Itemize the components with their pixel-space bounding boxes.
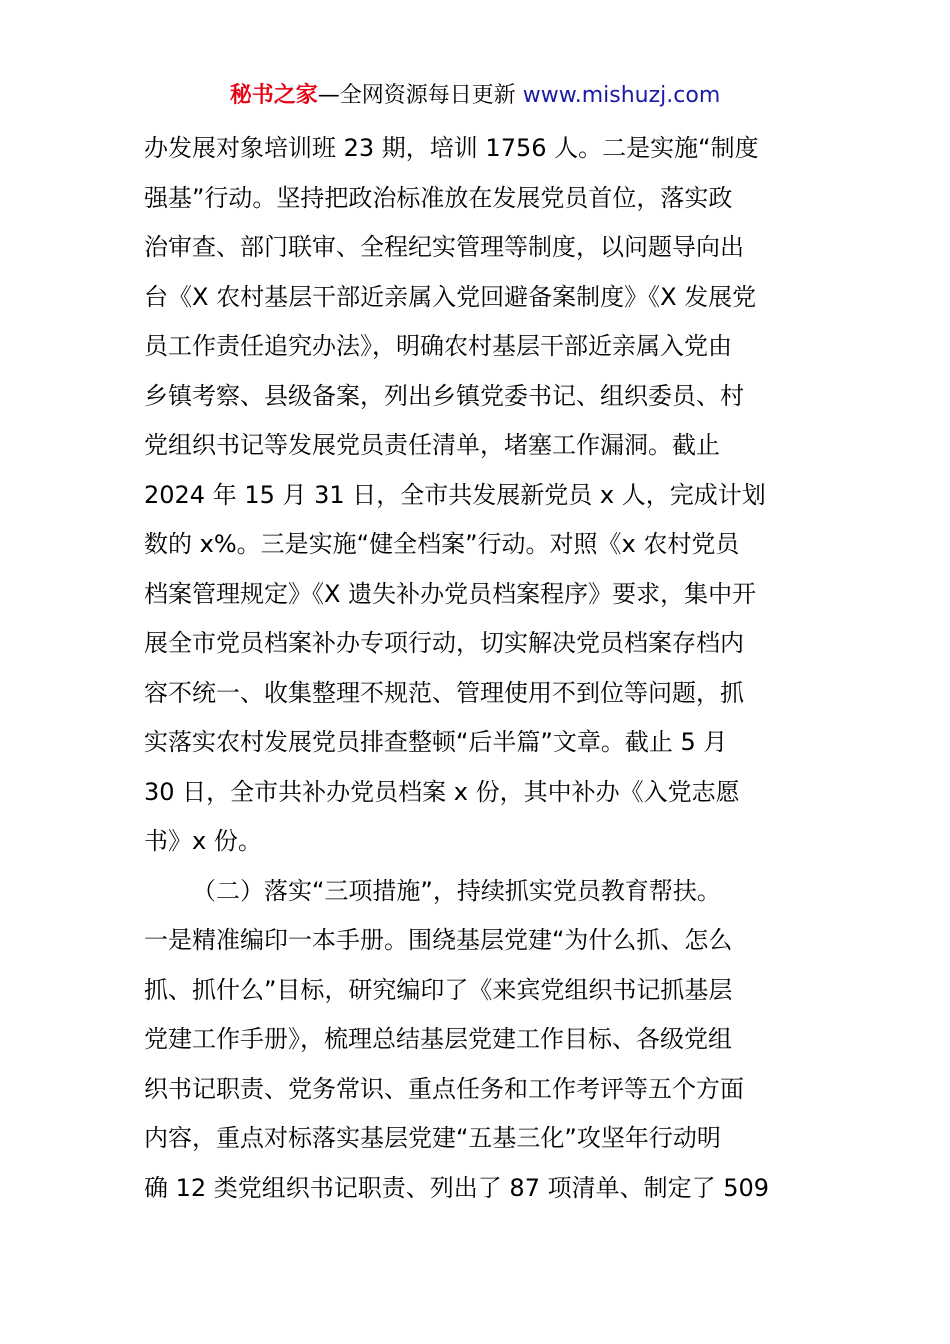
text-line: 30 日，全市共补办党员档案 x 份，其中补办《入党志愿: [144, 777, 740, 806]
text-line: 党建工作手册》，梳理总结基层党建工作目标、各级党组: [144, 1025, 732, 1053]
text-line: 治审查、部门联审、全程纪实管理等制度，以问题导向出: [144, 233, 744, 261]
document-body: [144, 124, 814, 1213]
text-line: 员工作责任追究办法》，明确农村基层干部近亲属入党由: [144, 332, 732, 360]
text-line: 数的 x%。三是实施“健全档案”行动。对照《x 农村党员: [144, 530, 740, 558]
text-line: 织书记职责、党务常识、重点任务和工作考评等五个方面: [144, 1074, 744, 1103]
header-url-link[interactable]: www.mishuzj.com: [522, 83, 721, 108]
text-line: 强基”行动。坚持把政治标准放在发展党员首位，落实政: [144, 183, 733, 212]
text-line: 乡镇考察、县级备案，列出乡镇党委书记、组织委员、村: [144, 381, 744, 410]
text-line: 党组织书记等发展党员责任清单，堵塞工作漏洞。截止: [144, 431, 720, 459]
text-line: 2024 年 15 月 31 日，全市共发展新党员 x 人，完成计划: [144, 480, 766, 509]
text-line: 确 12 类党组织书记职责、列出了 87 项清单、制定了 509: [144, 1173, 770, 1202]
section-heading: （二）落实“三项措施”，持续抓实党员教育帮扶。: [192, 876, 721, 905]
text-line: 内容，重点对标落实基层党建“五基三化”攻坚年行动明: [144, 1124, 721, 1152]
text-line: 容不统一、收集整理不规范、管理使用不到位等问题，抓: [144, 678, 744, 707]
text-line: 档案管理规定》《X 遗失补办党员档案程序》要求，集中开: [144, 579, 757, 608]
header-tagline: —全网资源每日更新: [317, 83, 516, 108]
brand-name: 秘书之家: [229, 83, 318, 108]
text-line: 展全市党员档案补办专项行动，切实解决党员档案存档内: [144, 629, 744, 657]
text-line: 实落实农村发展党员排查整顿“后半篇”文章。截止 5 月: [144, 728, 728, 756]
text-line: 台《X 农村基层干部近亲属入党回避备案制度》《X 发展党: [144, 282, 757, 311]
text-line: 书》x 份。: [144, 827, 262, 855]
text-line: 办发展对象培训班 23 期，培训 1756 人。二是实施“制度: [144, 134, 759, 162]
page-header: [0, 80, 950, 112]
text-line: 一是精准编印一本手册。围绕基层党建“为什么抓、怎么: [144, 926, 733, 954]
text-line: 抓、抓什么”目标，研究编印了《来宾党组织书记抓基层: [144, 975, 733, 1004]
